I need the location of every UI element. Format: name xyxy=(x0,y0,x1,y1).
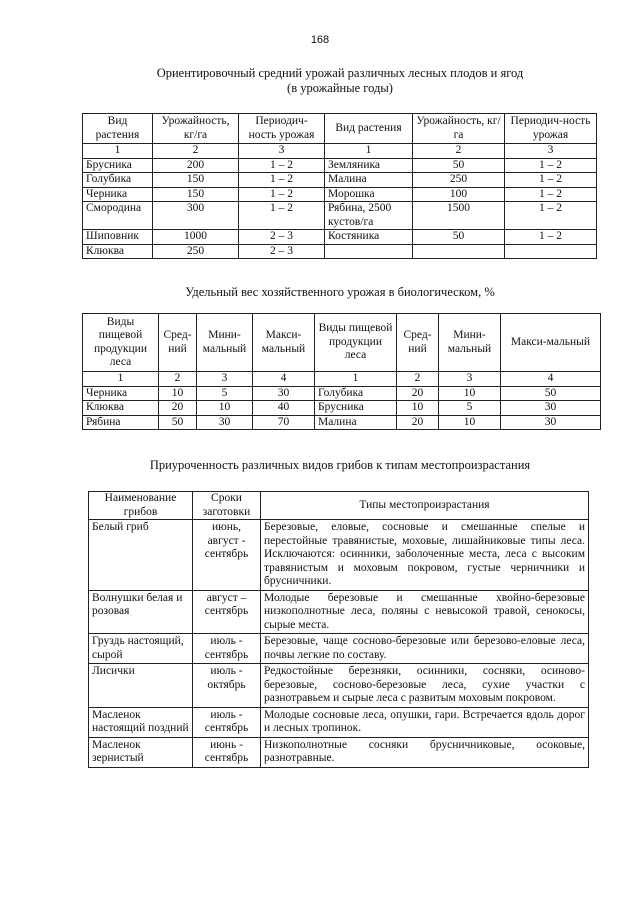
table-row xyxy=(83,173,597,188)
table-cell: 300 xyxy=(153,202,239,230)
column-number: 2 xyxy=(413,144,505,159)
table-cell: Шиповник xyxy=(83,230,153,245)
table-cell: Рябина xyxy=(83,415,159,430)
table-cell: Малина xyxy=(315,415,397,430)
table-cell: 5 xyxy=(439,401,501,416)
table-cell: Клюква xyxy=(83,244,153,259)
table-cell: 1 – 2 xyxy=(239,202,325,230)
table-row xyxy=(83,401,601,416)
table-cell: Голубика xyxy=(315,386,397,401)
harvest-terms: июль - сентябрь xyxy=(193,707,261,737)
table-cell: 10 xyxy=(397,401,439,416)
mushroom-name: Масленок зернистый xyxy=(89,737,193,767)
column-number: 2 xyxy=(159,372,197,387)
table-cell: 30 xyxy=(501,415,601,430)
mushroom-table xyxy=(88,491,589,768)
column-number: 1 xyxy=(83,144,153,159)
table-cell: 10 xyxy=(197,401,253,416)
table-cell: 5 xyxy=(197,386,253,401)
table-cell: 1 – 2 xyxy=(239,173,325,188)
column-number-row xyxy=(83,372,601,387)
table-cell: 1000 xyxy=(153,230,239,245)
table-row xyxy=(89,634,589,664)
table-cell: 20 xyxy=(397,415,439,430)
header-yield: Урожайность, кг/га xyxy=(153,114,239,144)
table-cell: Брусника xyxy=(315,401,397,416)
mushroom-name: Груздь настоящий, сырой xyxy=(89,634,193,664)
table-cell: 10 xyxy=(159,386,197,401)
table-cell: 30 xyxy=(501,401,601,416)
header-species: Вид растения xyxy=(83,114,153,144)
header-species-right: Вид растения xyxy=(325,114,413,144)
header-name: Наименование грибов xyxy=(89,492,193,520)
column-number: 3 xyxy=(239,144,325,159)
habitat-types: Молодые сосновые леса, опушки, гари. Встречается вдоль дорог и лесных тропинок. xyxy=(261,707,589,737)
table-cell: 1 – 2 xyxy=(505,173,597,188)
header-species-right: Виды пищевой продукции леса xyxy=(315,314,397,372)
table2-title: Удельный вес хозяйственного урожая в биологическом, % xyxy=(185,285,495,299)
table-cell: 70 xyxy=(253,415,315,430)
table-cell: 1 – 2 xyxy=(505,187,597,202)
header-max-right: Макси-мальный xyxy=(501,314,601,372)
habitat-types: Березовые, еловые, сосновые и смешанные спелые и перестойные травянистые, моховые, лишайниковые типы леса. Исключаются: осинники, заболоченные места, леса с высоким травянистым и моховым покровом, густые черничники и брусничники. xyxy=(261,520,589,591)
table-cell: 250 xyxy=(153,244,239,259)
header-species: Виды пищевой продукции леса xyxy=(83,314,159,372)
table-row xyxy=(83,202,597,230)
table-cell: 50 xyxy=(413,158,505,173)
habitat-types: Редкостойные березняки, осинники, сосняки, осиново-березовые, сосново-березовые леса, сухие участки с разнотравьем и сырые леса с развитым моховым покровом. xyxy=(261,664,589,708)
table-cell xyxy=(325,244,413,259)
table1-title-line2: (в урожайные годы) xyxy=(287,81,393,95)
column-number: 2 xyxy=(397,372,439,387)
table-cell: Смородина xyxy=(83,202,153,230)
column-number: 1 xyxy=(325,144,413,159)
column-number: 1 xyxy=(315,372,397,387)
table-cell: 50 xyxy=(159,415,197,430)
header-mean-right: Сред-ний xyxy=(397,314,439,372)
table-cell: 150 xyxy=(153,173,239,188)
header-terms: Сроки заготовки xyxy=(193,492,261,520)
harvest-terms: июнь, август - сентябрь xyxy=(193,520,261,591)
table1-title-line1: Ориентировочный средний урожай различных лесных плодов и ягод xyxy=(156,66,524,80)
header-period-right: Периодич-ность урожая xyxy=(505,114,597,144)
header-yield-right: Урожайность, кг/га xyxy=(413,114,505,144)
column-number: 4 xyxy=(253,372,315,387)
table-cell: 30 xyxy=(197,415,253,430)
table-cell: 20 xyxy=(397,386,439,401)
table-cell: 40 xyxy=(253,401,315,416)
harvest-terms: август – сентябрь xyxy=(193,590,261,634)
table-row xyxy=(83,158,597,173)
table-cell: 1500 xyxy=(413,202,505,230)
table-cell: 50 xyxy=(501,386,601,401)
table1-title xyxy=(70,66,610,96)
column-number: 4 xyxy=(501,372,601,387)
table-cell: Рябина, 2500 кустов/га xyxy=(325,202,413,230)
table-cell: 1 – 2 xyxy=(239,158,325,173)
table-cell: 1 – 2 xyxy=(505,230,597,245)
table-row xyxy=(83,187,597,202)
table-cell: Клюква xyxy=(83,401,159,416)
table-cell xyxy=(413,244,505,259)
habitat-types: Молодые березовые и смешанные хвойно-березовые низкополнотные леса, поляны с невысокой травой, сенокосы, сырые места. xyxy=(261,590,589,634)
table-cell: 10 xyxy=(439,386,501,401)
table-cell: 10 xyxy=(439,415,501,430)
habitat-types: Березовые, чаще сосново-березовые или березово-еловые леса, почвы легкие по составу. xyxy=(261,634,589,664)
yield-table xyxy=(82,113,597,259)
table-cell: 30 xyxy=(253,386,315,401)
header-period: Периодич-ность урожая xyxy=(239,114,325,144)
table-cell: Костяника xyxy=(325,230,413,245)
table-cell: 100 xyxy=(413,187,505,202)
column-number: 3 xyxy=(505,144,597,159)
table-cell: Земляника xyxy=(325,158,413,173)
table-row xyxy=(83,244,597,259)
header-mean: Сред-ний xyxy=(159,314,197,372)
mushroom-name: Волнушки белая и розовая xyxy=(89,590,193,634)
harvest-terms: июль - сентябрь xyxy=(193,634,261,664)
header-max: Макси-мальный xyxy=(253,314,315,372)
mushroom-name: Белый гриб xyxy=(89,520,193,591)
table-row xyxy=(89,664,589,708)
table-cell: 1 – 2 xyxy=(505,158,597,173)
harvest-terms: июнь - сентябрь xyxy=(193,737,261,767)
table-row xyxy=(83,386,601,401)
table-row xyxy=(89,520,589,591)
header-min: Мини-мальный xyxy=(197,314,253,372)
table-row xyxy=(83,230,597,245)
header-min-right: Мини-мальный xyxy=(439,314,501,372)
column-number: 2 xyxy=(153,144,239,159)
header-types: Типы местопроизрастания xyxy=(261,492,589,520)
habitat-types: Низкополнотные сосняки брусничниковые, осоковые, разнотравные. xyxy=(261,737,589,767)
column-number: 1 xyxy=(83,372,159,387)
harvest-terms: июль - октябрь xyxy=(193,664,261,708)
column-number-row xyxy=(83,144,597,159)
mushroom-name: Лисички xyxy=(89,664,193,708)
table-cell: 200 xyxy=(153,158,239,173)
table-cell: Черника xyxy=(83,187,153,202)
table-cell: Морошка xyxy=(325,187,413,202)
table-cell: Брусника xyxy=(83,158,153,173)
table3-title: Приуроченность различных видов грибов к типам местопроизрастания xyxy=(149,458,531,472)
column-number: 3 xyxy=(439,372,501,387)
table-cell: 250 xyxy=(413,173,505,188)
table-row xyxy=(89,737,589,767)
mushroom-name: Масленок настоящий поздний xyxy=(89,707,193,737)
table-row xyxy=(83,415,601,430)
page-number: 168 xyxy=(310,34,330,46)
table-cell: Голубика xyxy=(83,173,153,188)
table-cell: 50 xyxy=(413,230,505,245)
column-number: 3 xyxy=(197,372,253,387)
table-cell: Малина xyxy=(325,173,413,188)
table-cell: Черника xyxy=(83,386,159,401)
table-cell: 2 – 3 xyxy=(239,230,325,245)
table-cell xyxy=(505,244,597,259)
table-cell: 2 – 3 xyxy=(239,244,325,259)
table-cell: 1 – 2 xyxy=(239,187,325,202)
table-row xyxy=(89,707,589,737)
table-row xyxy=(89,590,589,634)
table-cell: 20 xyxy=(159,401,197,416)
table-cell: 1 – 2 xyxy=(505,202,597,230)
table-cell: 150 xyxy=(153,187,239,202)
harvest-share-table xyxy=(82,313,601,430)
